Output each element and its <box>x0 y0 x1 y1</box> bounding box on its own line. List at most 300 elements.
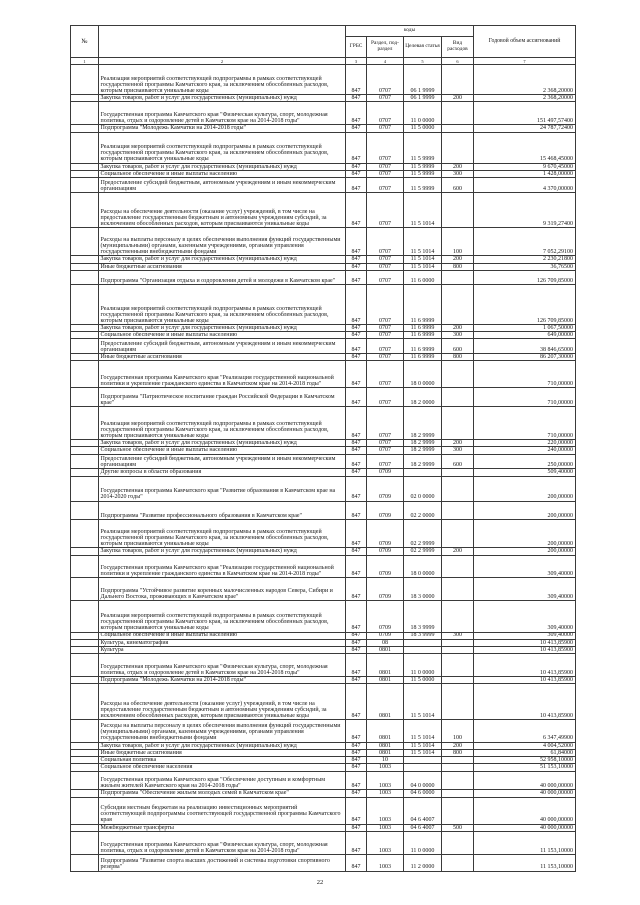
row-target-article: 18 2 9999 <box>404 447 442 454</box>
table-row <box>70 825 576 832</box>
row-amount: 10 413,85900 <box>474 640 576 647</box>
row-amount: 10 413,85900 <box>474 684 576 719</box>
row-target-article: 11 5 1014 <box>404 256 442 263</box>
row-expense-type <box>442 647 474 654</box>
row-amount: 11 153,10000 <box>474 855 576 872</box>
row-grbs: 847 <box>346 102 367 125</box>
table-row <box>70 285 576 325</box>
row-description: Реализация мероприятий соответствующей подпрограммы в рамках соответствующей государственной программы Камчатского края, за исключением обособленных расходов, которым присваиваются уникальные коды <box>99 520 346 548</box>
row-expense-type <box>442 520 474 548</box>
row-grbs: 847 <box>346 361 367 388</box>
row-target-article <box>404 757 442 764</box>
row-target-article: 04 6 0000 <box>404 790 442 797</box>
row-amount: 710,00000 <box>474 388 576 407</box>
budget-table <box>70 25 576 872</box>
row-number-cell <box>71 354 99 361</box>
row-description: Социальная политика <box>99 757 346 764</box>
column-number: 7 <box>474 58 576 65</box>
row-section: 10 <box>367 757 404 764</box>
row-grbs: 847 <box>346 354 367 361</box>
column-number: 1 <box>71 58 99 65</box>
row-description: Культура <box>99 647 346 654</box>
row-section: 0709 <box>367 556 404 579</box>
row-number-cell <box>71 285 99 325</box>
row-description: Подпрограмма "Развитие профессионального образования в Камчатском крае" <box>99 502 346 521</box>
row-expense-type <box>442 855 474 872</box>
row-expense-type: 200 <box>442 95 474 102</box>
row-description: Подпрограмма "Обеспечение жильем молодых семей в Камчатском крае" <box>99 790 346 797</box>
row-section: 0707 <box>367 447 404 454</box>
row-target-article: 11 5 1014 <box>404 264 442 271</box>
row-grbs: 847 <box>346 578 367 601</box>
row-section: 0707 <box>367 125 404 132</box>
row-number-cell <box>71 750 99 757</box>
table-row <box>70 171 576 178</box>
row-description: Реализация мероприятий соответствующей подпрограммы в рамках соответствующей государственной программы Камчатского края, за исключением обособленных расходов, которым присваиваются уникальные коды <box>99 407 346 440</box>
row-target-article: 11 5 1014 <box>404 228 442 256</box>
row-section: 0707 <box>367 332 404 339</box>
row-description: Подпрограмма "Патриотическое воспитание граждан Российской Федерации в Камчатском крае" <box>99 388 346 407</box>
row-grbs: 847 <box>346 684 367 719</box>
row-target-article: 04 6 4007 <box>404 798 442 825</box>
row-grbs: 847 <box>346 228 367 256</box>
row-section: 0709 <box>367 469 404 476</box>
row-target-article: 11 5 9999 <box>404 164 442 171</box>
row-description: Межбюджетные трансферты <box>99 825 346 832</box>
row-section: 0801 <box>367 750 404 757</box>
table-row <box>70 640 576 647</box>
row-grbs: 847 <box>346 750 367 757</box>
row-description: Предоставление субсидий бюджетным, автономным учреждениям и иным некоммерческим организациям <box>99 178 346 193</box>
row-section: 0707 <box>367 339 404 354</box>
row-number-cell <box>71 502 99 521</box>
row-amount: 2 230,21800 <box>474 256 576 263</box>
table-row <box>70 469 576 476</box>
row-expense-type: 200 <box>442 164 474 171</box>
row-section: 0707 <box>367 178 404 193</box>
row-description: Социальное обеспечение и иные выплаты населению <box>99 633 346 640</box>
row-section: 0707 <box>367 256 404 263</box>
row-section: 0801 <box>367 647 404 654</box>
row-grbs: 847 <box>346 764 367 771</box>
row-section: 1003 <box>367 790 404 797</box>
row-amount: 40 000,00000 <box>474 790 576 797</box>
row-target-article: 11 0 0000 <box>404 832 442 855</box>
table-row <box>70 764 576 771</box>
row-expense-type <box>442 65 474 95</box>
row-target-article: 06 1 9999 <box>404 95 442 102</box>
row-grbs: 847 <box>346 125 367 132</box>
row-amount: 52 958,10000 <box>474 757 576 764</box>
row-grbs: 847 <box>346 832 367 855</box>
table-row <box>70 447 576 454</box>
row-grbs: 847 <box>346 743 367 750</box>
row-section: 1003 <box>367 855 404 872</box>
row-amount: 220,00000 <box>474 440 576 447</box>
row-amount: 250,00000 <box>474 455 576 470</box>
row-number-cell <box>71 339 99 354</box>
row-number-cell <box>71 825 99 832</box>
row-number-cell <box>71 332 99 339</box>
row-amount: 11 153,10000 <box>474 832 576 855</box>
row-description: Закупка товаров, работ и услуг для государственных (муниципальных) нужд <box>99 95 346 102</box>
row-description: Расходы на обеспечение деятельности (оказание услуг) учреждений, в том числе на предоставление государственным бюджетным и автономным учреждениям субсидий, за исключением обособленных расходов, которым присваиваются уникальные коды <box>99 684 346 719</box>
row-amount: 24 787,72400 <box>474 125 576 132</box>
row-amount: 309,40000 <box>474 556 576 579</box>
row-expense-type <box>442 271 474 286</box>
table-row <box>70 102 576 125</box>
row-section: 0709 <box>367 520 404 548</box>
row-grbs: 847 <box>346 647 367 654</box>
row-target-article: 18 2 9999 <box>404 440 442 447</box>
row-expense-type: 200 <box>442 548 474 555</box>
row-target-article: 18 0 0000 <box>404 556 442 579</box>
row-section: 1003 <box>367 832 404 855</box>
row-description: Реализация мероприятий соответствующей подпрограммы в рамках соответствующей государственной программы Камчатского края, за исключением обособленных расходов, которым присваиваются уникальные коды <box>99 133 346 164</box>
row-amount: 10 413,85900 <box>474 654 576 677</box>
row-description: Подпрограмма "Молодежь Камчатки на 2014-2018 годы" <box>99 677 346 684</box>
row-number-cell <box>71 133 99 164</box>
row-description: Социальное обеспечение и иные выплаты населению <box>99 171 346 178</box>
row-section: 0801 <box>367 743 404 750</box>
row-amount: 38 846,65000 <box>474 339 576 354</box>
table-row <box>70 178 576 193</box>
row-description: Культура, кинематография <box>99 640 346 647</box>
row-section: 1003 <box>367 798 404 825</box>
table-row <box>70 633 576 640</box>
table-row <box>70 520 576 548</box>
row-number-cell <box>71 407 99 440</box>
row-description: Государственная программа Камчатского края "Физическая культура, спорт, молодежная политика, отдых и оздоровление детей в Камчатском крае на 2014-2018 годы" <box>99 102 346 125</box>
row-grbs: 847 <box>346 798 367 825</box>
row-grbs: 847 <box>346 256 367 263</box>
row-grbs: 847 <box>346 95 367 102</box>
row-amount: 200,00000 <box>474 502 576 521</box>
row-amount: 40 000,00000 <box>474 798 576 825</box>
row-number-cell <box>71 633 99 640</box>
table-row <box>70 798 576 825</box>
row-target-article: 11 5 1014 <box>404 743 442 750</box>
row-description: Закупка товаров, работ и услуг для государственных (муниципальных) нужд <box>99 325 346 332</box>
row-section: 0707 <box>367 271 404 286</box>
row-grbs: 847 <box>346 677 367 684</box>
table-row <box>70 256 576 263</box>
row-target-article: 11 6 9999 <box>404 354 442 361</box>
row-grbs: 847 <box>346 285 367 325</box>
row-target-article: 11 0 0000 <box>404 654 442 677</box>
row-number-cell <box>71 164 99 171</box>
row-expense-type <box>442 640 474 647</box>
table-row <box>70 133 576 164</box>
row-target-article: 11 0 0000 <box>404 102 442 125</box>
row-description: Социальное обеспечение населения <box>99 764 346 771</box>
row-grbs: 847 <box>346 133 367 164</box>
row-amount: 126 709,85000 <box>474 285 576 325</box>
row-amount: 4 004,52000 <box>474 743 576 750</box>
row-expense-type: 200 <box>442 325 474 332</box>
row-number-cell <box>71 228 99 256</box>
row-number-cell <box>71 469 99 476</box>
row-number-cell <box>71 264 99 271</box>
row-description: Государственная программа Камчатского края "Реализация государственной национальной политики и укрепление гражданского единства в Камчатском крае на 2014-2018 годы" <box>99 556 346 579</box>
row-grbs: 847 <box>346 264 367 271</box>
row-grbs: 847 <box>346 601 367 632</box>
row-grbs: 847 <box>346 65 367 95</box>
column-number: 5 <box>404 58 442 65</box>
row-section: 0707 <box>367 440 404 447</box>
row-grbs: 847 <box>346 339 367 354</box>
row-expense-type <box>442 654 474 677</box>
column-number: 2 <box>99 58 346 65</box>
header-description <box>99 26 346 58</box>
row-grbs: 847 <box>346 193 367 228</box>
row-expense-type: 200 <box>442 440 474 447</box>
table-row <box>70 339 576 354</box>
row-grbs: 847 <box>346 447 367 454</box>
header-codes: коды <box>346 26 474 37</box>
row-grbs: 847 <box>346 477 367 502</box>
row-target-article: 02 0 0000 <box>404 477 442 502</box>
row-target-article: 11 6 9999 <box>404 285 442 325</box>
row-target-article <box>404 469 442 476</box>
row-number-cell <box>71 757 99 764</box>
row-expense-type <box>442 677 474 684</box>
row-expense-type <box>442 578 474 601</box>
table-row <box>70 502 576 521</box>
row-amount: 710,00000 <box>474 407 576 440</box>
row-expense-type <box>442 790 474 797</box>
row-grbs: 847 <box>346 164 367 171</box>
table-row <box>70 654 576 677</box>
row-number-cell <box>71 654 99 677</box>
row-target-article: 11 6 9999 <box>404 325 442 332</box>
row-amount: 4 370,00000 <box>474 178 576 193</box>
table-row <box>70 677 576 684</box>
row-number-cell <box>71 647 99 654</box>
row-section: 0707 <box>367 264 404 271</box>
row-number-cell <box>71 95 99 102</box>
row-expense-type <box>442 102 474 125</box>
row-amount: 2 368,20000 <box>474 95 576 102</box>
header-target-article: Целевая статья <box>404 37 442 58</box>
row-number-cell <box>71 178 99 193</box>
row-target-article: 11 5 1014 <box>404 193 442 228</box>
row-section: 0801 <box>367 720 404 743</box>
row-number-cell <box>71 447 99 454</box>
row-grbs: 847 <box>346 271 367 286</box>
row-target-article: 11 5 1014 <box>404 684 442 719</box>
row-description: Закупка товаров, работ и услуг для государственных (муниципальных) нужд <box>99 256 346 263</box>
row-number-cell <box>71 65 99 95</box>
row-target-article: 18 3 9999 <box>404 601 442 632</box>
row-target-article: 11 6 9999 <box>404 332 442 339</box>
row-amount: 309,40000 <box>474 633 576 640</box>
row-section: 0709 <box>367 548 404 555</box>
row-number-cell <box>71 764 99 771</box>
row-number-cell <box>71 455 99 470</box>
row-target-article: 11 6 0000 <box>404 271 442 286</box>
table-row <box>70 647 576 654</box>
row-expense-type <box>442 285 474 325</box>
row-grbs: 847 <box>346 855 367 872</box>
row-description: Социальное обеспечение и иные выплаты населению <box>99 447 346 454</box>
row-amount: 7 052,29100 <box>474 228 576 256</box>
table-row <box>70 855 576 872</box>
row-target-article: 18 3 0000 <box>404 578 442 601</box>
table-header <box>70 25 576 58</box>
row-section: 0707 <box>367 388 404 407</box>
row-target-article: 02 2 9999 <box>404 520 442 548</box>
table-row <box>70 164 576 171</box>
header-section: Раздел, под-раздел <box>367 37 404 58</box>
row-target-article: 11 6 9999 <box>404 339 442 354</box>
row-description: Подпрограмма "Устойчивое развитие коренных малочисленных народов Севера, Сибири и Дальнего Востока, проживающих в Камчатском крае" <box>99 578 346 601</box>
row-target-article: 04 0 0000 <box>404 772 442 791</box>
table-row <box>70 556 576 579</box>
row-description: Иные бюджетные ассигнования <box>99 354 346 361</box>
row-description: Подпрограмма "Организация отдыха и оздоровления детей и молодежи в Камчатском крае" <box>99 271 346 286</box>
row-grbs: 847 <box>346 440 367 447</box>
row-amount: 309,40000 <box>474 601 576 632</box>
row-number-cell <box>71 440 99 447</box>
row-amount: 240,00000 <box>474 447 576 454</box>
row-grbs: 847 <box>346 388 367 407</box>
row-amount: 51 153,10000 <box>474 764 576 771</box>
row-description: Субсидии местным бюджетам на реализацию инвестиционных мероприятий соответствующей подпрограммы соответствующей государственной программы Камчатского края <box>99 798 346 825</box>
table-row <box>70 361 576 388</box>
row-target-article: 11 5 9999 <box>404 171 442 178</box>
row-section: 0707 <box>367 285 404 325</box>
row-target-article: 18 2 0000 <box>404 388 442 407</box>
row-section: 0801 <box>367 677 404 684</box>
row-amount: 649,00000 <box>474 332 576 339</box>
row-number-cell <box>71 256 99 263</box>
table-row <box>70 228 576 256</box>
table-row <box>70 354 576 361</box>
table-row <box>70 407 576 440</box>
row-grbs: 847 <box>346 757 367 764</box>
row-expense-type <box>442 798 474 825</box>
row-expense-type: 200 <box>442 743 474 750</box>
row-number-cell <box>71 832 99 855</box>
table-row <box>70 772 576 791</box>
row-expense-type <box>442 601 474 632</box>
column-number: 4 <box>367 58 404 65</box>
table-row <box>70 388 576 407</box>
row-amount: 40 000,00000 <box>474 772 576 791</box>
table-row <box>70 264 576 271</box>
row-section: 0707 <box>367 102 404 125</box>
row-section: 0707 <box>367 193 404 228</box>
table-row <box>70 455 576 470</box>
row-description: Закупка товаров, работ и услуг для государственных (муниципальных) нужд <box>99 548 346 555</box>
row-number-cell <box>71 171 99 178</box>
row-number-cell <box>71 125 99 132</box>
row-grbs: 847 <box>346 772 367 791</box>
row-amount: 9 670,45000 <box>474 164 576 171</box>
row-number-cell <box>71 361 99 388</box>
row-target-article: 18 2 9999 <box>404 407 442 440</box>
row-number-cell <box>71 677 99 684</box>
table-row <box>70 325 576 332</box>
row-amount: 10 413,85900 <box>474 647 576 654</box>
row-expense-type: 600 <box>442 455 474 470</box>
row-expense-type: 300 <box>442 171 474 178</box>
row-section: 0707 <box>367 407 404 440</box>
row-description: Государственная программа Камчатского края "Обеспечение доступным и комфортным жильем жителей Камчатского края на 2014-2018 годы" <box>99 772 346 791</box>
row-section: 0709 <box>367 633 404 640</box>
row-number-cell <box>71 556 99 579</box>
row-section: 1003 <box>367 764 404 771</box>
row-number-cell <box>71 855 99 872</box>
row-description: Социальное обеспечение и иные выплаты населению <box>99 332 346 339</box>
row-section: 0707 <box>367 361 404 388</box>
row-target-article: 02 2 0000 <box>404 502 442 521</box>
row-grbs: 847 <box>346 407 367 440</box>
row-number-cell <box>71 684 99 719</box>
row-grbs: 847 <box>346 332 367 339</box>
row-expense-type <box>442 772 474 791</box>
row-target-article: 18 0 0000 <box>404 361 442 388</box>
row-description: Закупка товаров, работ и услуг для государственных (муниципальных) нужд <box>99 440 346 447</box>
row-expense-type: 300 <box>442 633 474 640</box>
row-expense-type <box>442 361 474 388</box>
row-amount: 86 207,30000 <box>474 354 576 361</box>
row-section: 0709 <box>367 502 404 521</box>
row-expense-type: 100 <box>442 720 474 743</box>
header-number: № <box>71 26 99 58</box>
row-expense-type <box>442 469 474 476</box>
table-body <box>70 65 576 872</box>
row-description: Подпрограмма "Развитие спорта высших достижений и системы подготовки спортивного резерва" <box>99 855 346 872</box>
row-expense-type: 600 <box>442 178 474 193</box>
row-expense-type: 200 <box>442 256 474 263</box>
row-section: 0707 <box>367 171 404 178</box>
row-grbs: 847 <box>346 520 367 548</box>
row-description: Иные бюджетные ассигнования <box>99 750 346 757</box>
row-description: Иные бюджетные ассигнования <box>99 264 346 271</box>
row-grbs: 847 <box>346 790 367 797</box>
row-amount: 15 468,45000 <box>474 133 576 164</box>
row-target-article <box>404 640 442 647</box>
table-row <box>70 440 576 447</box>
row-target-article: 06 1 9999 <box>404 65 442 95</box>
row-expense-type: 100 <box>442 228 474 256</box>
header-annual-amount: Годовой объем ассигнований <box>474 26 576 58</box>
header-grbs: ГРБС <box>346 37 367 58</box>
table-row <box>70 578 576 601</box>
table-row <box>70 65 576 95</box>
table-row <box>70 684 576 719</box>
row-number-cell <box>71 798 99 825</box>
row-grbs: 847 <box>346 825 367 832</box>
row-description: Предоставление субсидий бюджетным, автономным учреждениям и иным некоммерческим организациям <box>99 455 346 470</box>
row-grbs: 847 <box>346 720 367 743</box>
row-number-cell <box>71 578 99 601</box>
row-section: 0707 <box>367 65 404 95</box>
row-section: 0707 <box>367 228 404 256</box>
row-target-article: 04 6 4007 <box>404 825 442 832</box>
row-section: 0707 <box>367 133 404 164</box>
row-expense-type: 800 <box>442 264 474 271</box>
header-expense-type: Вид расходов <box>442 37 474 58</box>
row-number-cell <box>71 743 99 750</box>
table-row <box>70 720 576 743</box>
row-section: 0707 <box>367 164 404 171</box>
row-target-article: 11 5 1014 <box>404 750 442 757</box>
row-expense-type <box>442 684 474 719</box>
row-amount: 2 368,20000 <box>474 65 576 95</box>
